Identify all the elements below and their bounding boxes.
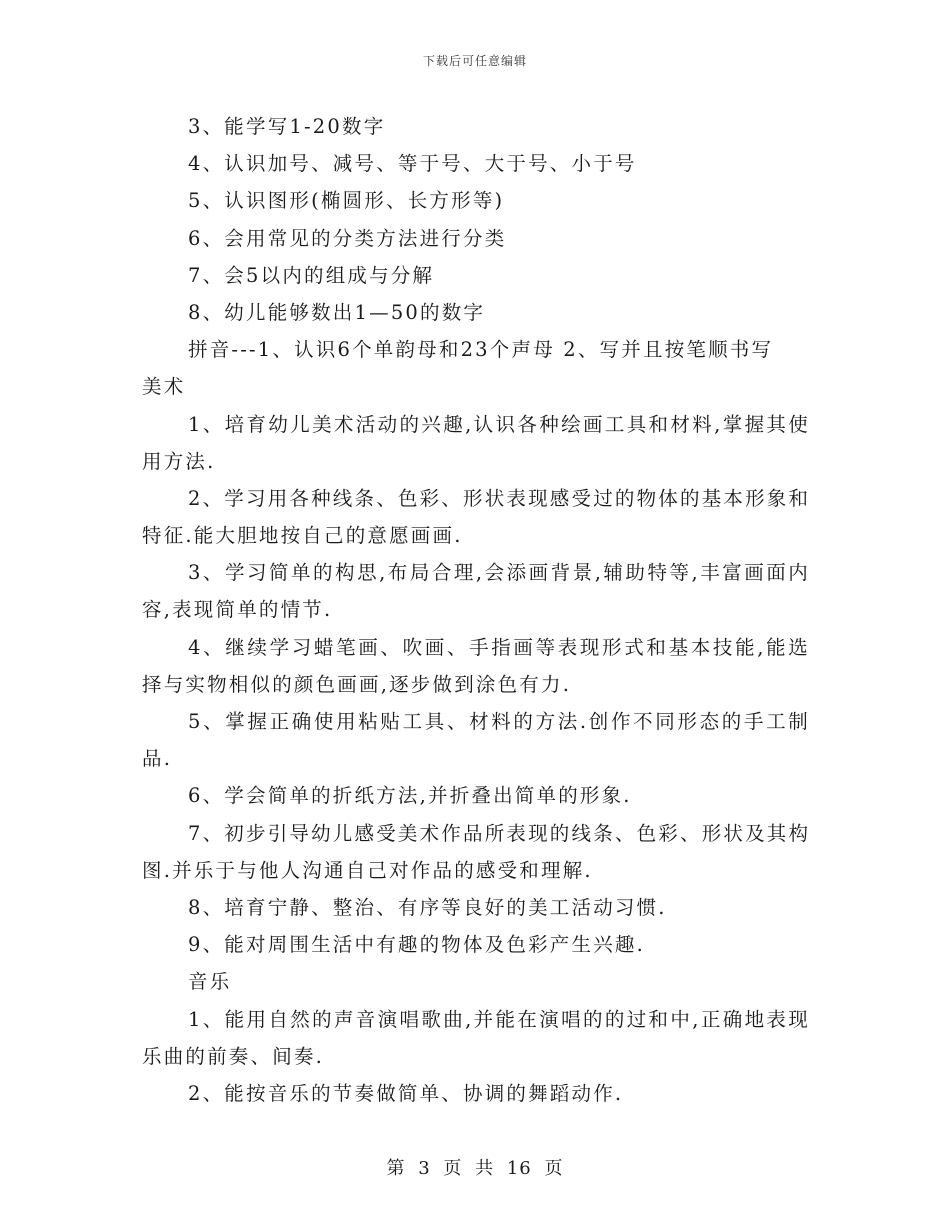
section-heading-art: 美术	[142, 375, 186, 399]
document-body	[142, 108, 810, 1112]
art-item-6: 6、学会简单的折纸方法,并折叠出简单的形象.	[188, 784, 632, 808]
art-item-9: 9、能对周围生活中有趣的物体及色彩产生兴趣.	[188, 933, 646, 957]
section-heading-music: 音乐	[188, 970, 232, 994]
page-header: 下载后可任意编辑	[422, 54, 527, 68]
list-item-math-4: 4、认识加号、减号、等于号、大于号、小于号	[188, 152, 637, 176]
art-item-5-line-2: 品.	[142, 747, 173, 771]
list-item-math-6: 6、会用常见的分类方法进行分类	[188, 226, 507, 250]
list-item-math-3: 3、能学写1-20数字	[188, 115, 386, 138]
pinyin-line: 拼音---1、认识6个单韵母和23个声母 2、写并且按笔顺书写	[188, 338, 774, 362]
list-item-math-5: 5、认识图形(椭圆形、长方形等)	[188, 189, 505, 213]
music-item-2: 2、能按音乐的节奏做简单、协调的舞蹈动作.	[188, 1081, 624, 1105]
art-item-3-line-2: 容,表现简单的情节.	[142, 598, 333, 622]
music-item-1-line-2: 乐曲的前奏、间奏.	[142, 1044, 324, 1068]
art-item-3-line-1: 3、学习简单的构思,布局合理,会添画背景,辅助特等,丰富画面内	[188, 561, 810, 585]
art-item-1-line-2: 用方法.	[142, 449, 216, 473]
art-item-4-line-1: 4、继续学习蜡笔画、吹画、手指画等表现形式和基本技能,能选	[188, 635, 810, 659]
list-item-math-7: 7、会5以内的组成与分解	[188, 263, 435, 287]
music-item-1-line-1: 1、能用自然的声音演唱歌曲,并能在演唱的的过和中,正确地表现	[188, 1007, 810, 1031]
art-item-7-line-1: 7、初步引导幼儿感受美术作品所表现的线条、色彩、形状及其构	[188, 821, 811, 845]
art-item-1-line-1: 1、培育幼儿美术活动的兴趣,认识各种绘画工具和材料,掌握其使	[188, 412, 810, 436]
list-item-math-8: 8、幼儿能够数出1—50的数字	[188, 300, 486, 324]
page-footer: 第 3 页 共 16 页	[386, 1158, 564, 1179]
art-item-2-line-1: 2、学习用各种线条、色彩、形状表现感受过的物体的基本形象和	[188, 486, 811, 510]
art-item-8: 8、培育宁静、整治、有序等良好的美工活动习惯.	[188, 895, 667, 919]
art-item-2-line-2: 特征.能大胆地按自己的意愿画画.	[142, 524, 463, 548]
art-item-5-line-1: 5、掌握正确使用粘贴工具、材料的方法.创作不同形态的手工制	[188, 710, 810, 733]
art-item-7-line-2: 图.并乐于与他人沟通自己对作品的感受和理解.	[142, 858, 593, 882]
art-item-4-line-2: 择与实物相似的颜色画画,逐步做到涂色有力.	[142, 672, 572, 696]
